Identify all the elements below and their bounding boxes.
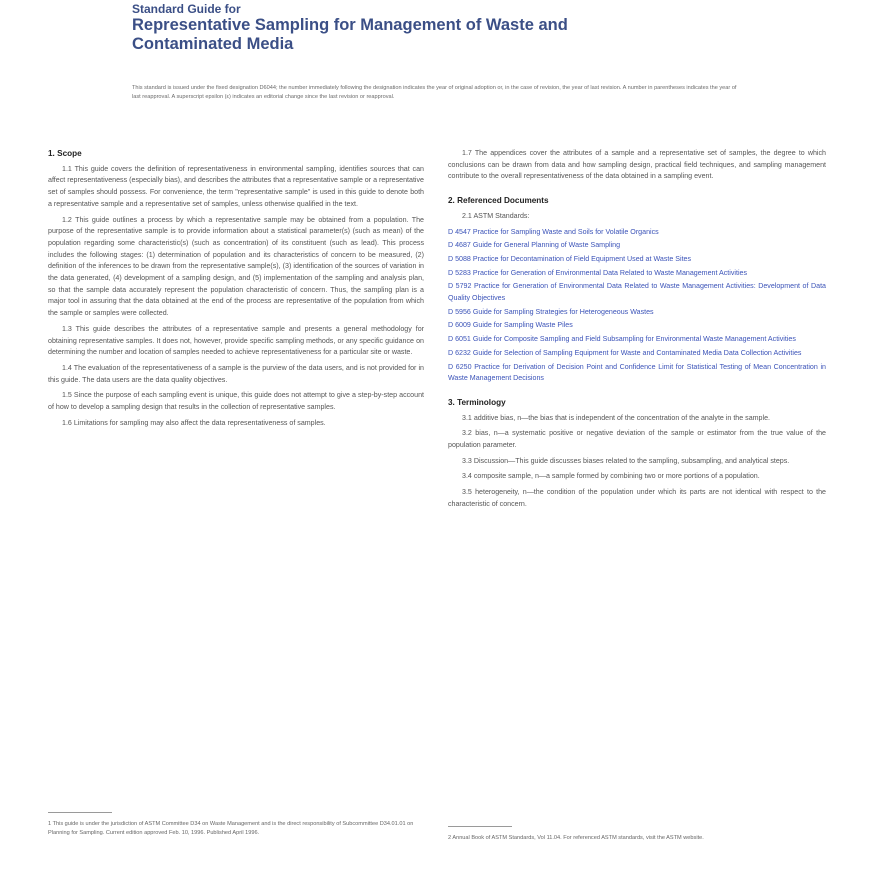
title-line-1: Standard Guide for: [132, 2, 241, 16]
referenced-documents-list: [448, 227, 826, 385]
reference-item[interactable]: [448, 254, 826, 266]
reference-title[interactable]: Guide for Selection of Sampling Equipment for Waste and Contaminated Media Data Collection Activities: [472, 348, 802, 357]
reference-code[interactable]: D 5956: [448, 307, 471, 316]
reference-item[interactable]: [448, 334, 826, 346]
terminology-paragraph-4: 3.4 composite sample, n—a sample formed by combining two or more portions of a population.: [462, 472, 760, 481]
reference-title[interactable]: Practice for Generation of Environmental Data Related to Waste Management Activities: Development of Data Quality Objectives: [448, 282, 826, 303]
reference-title[interactable]: Practice for Derivation of Decision Point and Confidence Limit for Statistical Testing of Mean Concentration in Waste Management Decisions: [448, 362, 826, 383]
document-title-block: [132, 2, 752, 54]
reference-title[interactable]: Practice for Decontamination of Field Equipment Used at Waste Sites: [472, 254, 692, 263]
reference-title[interactable]: Guide for General Planning of Waste Sampling: [472, 241, 621, 250]
reference-code[interactable]: D 4687: [448, 241, 471, 250]
reference-code[interactable]: D 5088: [448, 254, 471, 263]
reference-title[interactable]: Guide for Sampling Waste Piles: [472, 321, 573, 330]
terminology-paragraph-2: 3.2 bias, n—a systematic positive or negative deviation of the sample or estimator from the true value of the population parameter.: [448, 429, 826, 450]
title-line-2: Representative Sampling for Management of Waste and: [132, 16, 568, 34]
reference-title[interactable]: Practice for Sampling Waste and Soils for Volatile Organics: [472, 227, 659, 236]
reference-item[interactable]: [448, 307, 826, 319]
title-line-3: Contaminated Media: [132, 35, 294, 53]
scope-paragraph-1-1: 1.1 This guide covers the definition of representativeness in environmental sampling, identifies sources that can affect representativeness (especially bias), and describes the attributes that a representative sample or a representative set of samples should possess. For convenience, the term "representative sample" is used in this guide to denote both a representative sample and a representative set of samples, unless otherwise qualified in the text.: [48, 164, 424, 208]
reference-title[interactable]: Guide for Composite Sampling and Field Subsampling for Environmental Waste Management Activities: [472, 335, 796, 344]
scope-paragraph-1-2: 1.2 This guide outlines a process by which a representative sample may be obtained from a population. The purpose of the representative sample is to provide information about a statistical parameter(s) (such as mean) of the population regarding some characteristic(s) (such as concentration) of its constituent (such as lead). This process includes the following stages: (1) determination of population and its characteristics of concern to be measured, (2) definition of the inferences to be drawn from the representative sample(s), (3) identification of the sources of variation in the data generated, (4) development of a sampling design, and (5) implementation of the sampling and analysis plan, so that the sample data accurately represent the population characteristic of concern. Thus, the sampling plan is a major tool in assuring that the data obtained at the end of the process are representative of the population from which the sample or samples were collected.: [48, 215, 424, 318]
designation-note: This standard is issued under the fixed designation D6044; the number immediately following the designation indicates the year of original adoption or, in the case of revision, the year of last revision. A number in parentheses indicates the year of last reapproval. A superscript epsilon (ε) indicates an editorial change since the last revision or reapproval.: [132, 85, 737, 100]
reference-item[interactable]: [448, 320, 826, 332]
right-footnote: 2 Annual Book of ASTM Standards, Vol 11.04. For referenced ASTM standards, visit the ASTM website.: [448, 835, 704, 841]
reference-item[interactable]: [448, 362, 826, 385]
reference-code[interactable]: D 6009: [448, 321, 471, 330]
reference-code[interactable]: D 6250: [448, 362, 472, 371]
scope-paragraph-1-5: 1.5 Since the purpose of each sampling event is unique, this guide does not attempt to give a step-by-step account of how to develop a sampling design that results in the collection of representative samples.: [48, 391, 424, 412]
referenced-intro: 2.1 ASTM Standards:: [462, 211, 530, 220]
scope-paragraph-1-7: 1.7 The appendices cover the attributes of a sample and a representative set of samples, the degree to which conclusions can be drawn from data and how sampling design, practical field techniques, and sampling management contribute to the overall representativeness of the data obtained in a sampling event.: [448, 149, 826, 181]
reference-code[interactable]: D 4547: [448, 227, 471, 236]
referenced-documents-heading: 2. Referenced Documents: [448, 196, 549, 206]
reference-code[interactable]: D 6232: [448, 348, 471, 357]
left-footnote: 1 This guide is under the jurisdiction of ASTM Committee D34 on Waste Management and is the direct responsibility of Subcommittee D34.01.01 on Planning for Sampling. Current edition approved Feb. 10, 1996. Published April 1996.: [48, 821, 414, 836]
reference-title[interactable]: Practice for Generation of Environmental Data Related to Waste Management Activities: [472, 268, 748, 277]
reference-code[interactable]: D 6051: [448, 335, 471, 344]
terminology-paragraph-5: 3.5 heterogeneity, n—the condition of the population under which its parts are not identical with respect to the characteristic of concern.: [448, 488, 826, 508]
scope-paragraph-1-4: 1.4 The evaluation of the representativeness of a sample is the purview of the data users, and is not provided for in this guide. The data users are the data quality objectives.: [48, 363, 424, 384]
reference-code[interactable]: D 5283: [448, 268, 471, 277]
terminology-paragraph-3: 3.3 Discussion—This guide discusses biases related to the sampling, subsampling, and analytical steps.: [462, 456, 790, 465]
scope-paragraph-1-6: 1.6 Limitations for sampling may also affect the data representativeness of samples.: [62, 418, 326, 427]
reference-item[interactable]: [448, 227, 826, 239]
reference-title[interactable]: Guide for Sampling Strategies for Heterogeneous Wastes: [472, 307, 654, 316]
right-column: [448, 148, 826, 515]
reference-item[interactable]: [448, 348, 826, 360]
reference-code[interactable]: D 5792: [448, 282, 472, 291]
reference-item[interactable]: [448, 240, 826, 252]
terminology-paragraph-1: 3.1 additive bias, n—the bias that is independent of the concentration of the analyte in the sample.: [462, 413, 770, 422]
scope-paragraph-1-3: 1.3 This guide describes the attributes of a representative sample and presents a general methodology for obtaining representative samples. It does not, however, provide specific sampling methods, or any specific guidance on determining the number and location of samples needed to achieve representativeness for a particular site or waste.: [48, 324, 424, 357]
left-footnote-rule: [48, 812, 112, 813]
terminology-heading: 3. Terminology: [448, 397, 506, 407]
scope-heading: 1. Scope: [48, 149, 82, 158]
reference-item[interactable]: [448, 281, 826, 304]
reference-item[interactable]: [448, 268, 826, 280]
left-column: [48, 148, 424, 433]
right-footnote-rule: [448, 826, 512, 827]
